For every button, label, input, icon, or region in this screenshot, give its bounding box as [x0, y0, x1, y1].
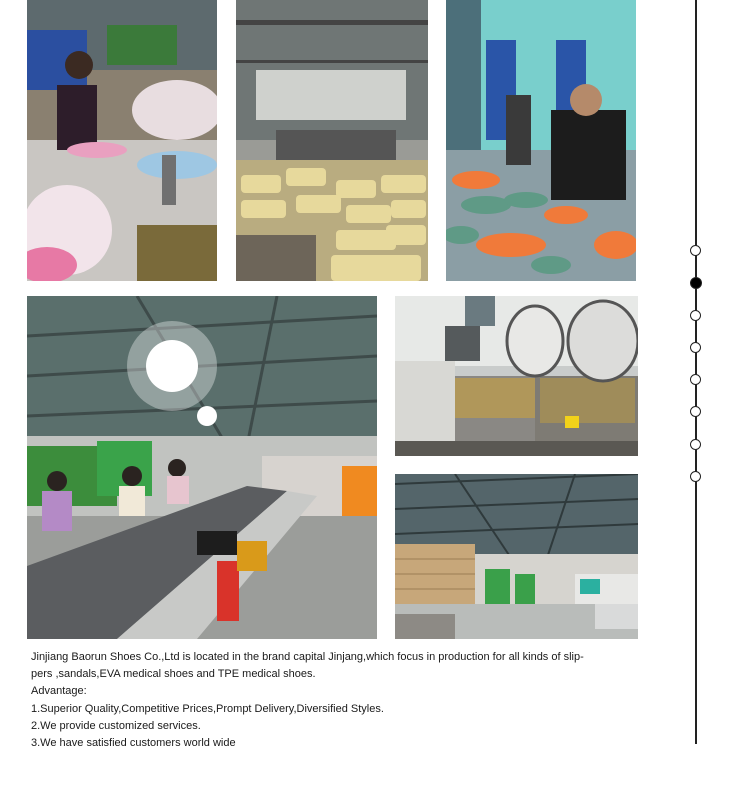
pager-dot-4[interactable] [690, 342, 701, 353]
pager-dot-6[interactable] [690, 406, 701, 417]
pager-dot-5[interactable] [690, 374, 701, 385]
pager-dot-2-active[interactable] [690, 277, 702, 289]
description-line-1: Jinjiang Baorun Shoes Co.,Ltd is located in the brand capital Jinjang,which focus in production for all kinds of slip- [31, 651, 584, 663]
advantage-item-2: 2.We provide customized services. [31, 719, 201, 732]
company-description [31, 649, 651, 752]
production-line-workshop-photo [27, 296, 377, 639]
slipper-molding-machine-photo [446, 0, 636, 281]
pager-dot-8[interactable] [690, 471, 701, 482]
description-line-2: pers ,sandals,EVA medical shoes and TPE medical shoes. [31, 668, 316, 681]
mixing-tanks-photo [395, 296, 638, 456]
pager-dot-7[interactable] [690, 439, 701, 450]
pager-rail [695, 0, 697, 744]
pager-dot-1[interactable] [690, 245, 701, 256]
advantage-item-3: 3.We have satisfied customers world wide [31, 737, 236, 750]
warehouse-raw-material-bags-photo [236, 0, 428, 281]
pager-dot-3[interactable] [690, 310, 701, 321]
warehouse-storage-photo [395, 474, 638, 639]
advantage-heading: Advantage: [31, 685, 87, 698]
advantage-item-1: 1.Superior Quality,Competitive Prices,Prompt Delivery,Diversified Styles. [31, 702, 384, 715]
worker-sorting-material-photo [27, 0, 217, 281]
